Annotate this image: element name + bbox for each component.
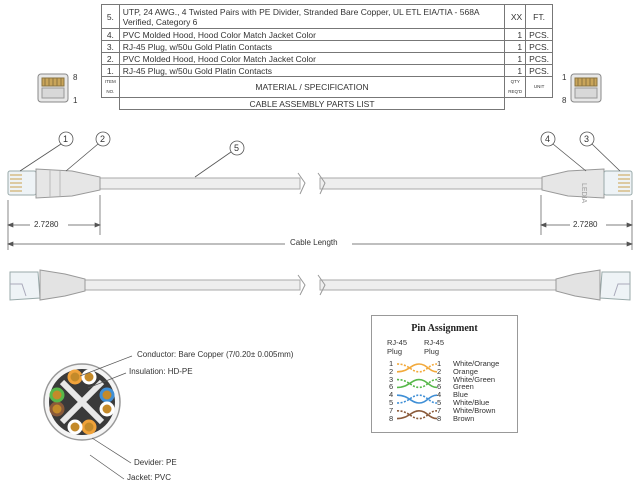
- table-header-row: [102, 77, 553, 98]
- unit-cell: PCS.: [526, 53, 553, 65]
- pin-number-right: 7: [437, 405, 442, 415]
- table-row: [102, 65, 553, 77]
- callout-5: 5: [234, 143, 240, 153]
- unit-cell: PCS.: [526, 29, 553, 41]
- pin-assignment-title: Pin Assignment: [411, 323, 478, 334]
- qty-header: QTY REQ'D: [505, 77, 526, 98]
- plug-right-label: RJ-45 Plug: [424, 338, 445, 356]
- pin-label-1: 1: [73, 96, 78, 105]
- material-cell: PVC Molded Hood, Hood Color Match Jacket Color: [119, 53, 505, 65]
- wire-blue: [397, 395, 437, 403]
- qty-cell: 1: [505, 41, 526, 53]
- jacket-label: Jacket: PVC: [127, 473, 172, 482]
- wire-brown: [397, 411, 437, 419]
- cross-section-leaders: [0, 340, 380, 484]
- wire-orange: [397, 364, 437, 372]
- unit-cell: FT.: [526, 5, 553, 29]
- material-cell: PVC Molded Hood, Hood Color Match Jacket Color: [119, 29, 505, 41]
- wire-color-name: Green: [453, 382, 474, 392]
- pin-number-right: 6: [437, 382, 442, 392]
- pin-label-1: 1: [562, 73, 567, 82]
- table-row: [102, 29, 553, 41]
- table-title-row: [102, 98, 553, 110]
- item-no: 2.: [102, 53, 120, 65]
- qty-cell: 1: [505, 53, 526, 65]
- left-end-dimension: 2.7280: [34, 220, 59, 229]
- pin-number-right: 3: [437, 374, 442, 384]
- material-cell: RJ-45 Plug, w/50u Gold Platin Contacts: [119, 41, 505, 53]
- item-no: 3.: [102, 41, 120, 53]
- insulation-label: Insulation: HD-PE: [129, 367, 193, 376]
- wire-color-name: White/Green: [453, 374, 496, 384]
- item-no: 1.: [102, 65, 120, 77]
- pin-number-right: 8: [437, 413, 442, 423]
- wire-color-name: White/Orange: [453, 359, 500, 368]
- conductor-label: Conductor: Bare Copper (7/0.20± 0.005mm): [137, 350, 294, 359]
- unit-cell: PCS.: [526, 65, 553, 77]
- callout-3: 3: [584, 134, 590, 144]
- item-no: 4.: [102, 29, 120, 41]
- pin-number-left: 2: [389, 366, 394, 376]
- right-end-dimension: 2.7280: [573, 220, 598, 229]
- pin-number-left: 7: [389, 405, 394, 415]
- wire-color-name: White/Brown: [453, 405, 496, 415]
- material-cell: RJ-45 Plug, w/50u Gold Platin Contacts: [119, 65, 505, 77]
- pin-number-right: 1: [437, 359, 442, 368]
- item-no-header: ITEM NO.: [102, 77, 120, 98]
- wire-color-name: White/Blue: [453, 398, 490, 407]
- wire-color-name: Blue: [453, 390, 469, 400]
- wire-green: [397, 380, 437, 388]
- plug-left-label: RJ-45 Plug: [387, 338, 408, 356]
- hood-brand: LEDIA: [580, 183, 587, 204]
- table-row: [102, 5, 553, 29]
- pin-number-left: 3: [389, 374, 394, 384]
- right-connector-end-view: [560, 70, 606, 106]
- material-header: MATERIAL / SPECIFICATION: [119, 77, 505, 98]
- pin-number-right: 2: [437, 366, 442, 376]
- wire-color-name: Brown: [453, 413, 475, 423]
- pin-label-8: 8: [73, 73, 78, 82]
- pin-number-left: 1: [389, 359, 394, 368]
- pin-number-right: 5: [437, 398, 442, 407]
- divider-label: Devider: PE: [134, 458, 177, 467]
- unit-cell: PCS.: [526, 41, 553, 53]
- left-connector-end-view: [34, 70, 80, 106]
- wire-color-name: Orange: [453, 366, 479, 376]
- table-title: CABLE ASSEMBLY PARTS LIST: [119, 98, 505, 110]
- pin-number-left: 6: [389, 382, 394, 392]
- callout-4: 4: [545, 134, 551, 144]
- parts-list-table: [101, 4, 553, 110]
- qty-cell: 1: [505, 29, 526, 41]
- qty-cell: 1: [505, 65, 526, 77]
- table-row: [102, 41, 553, 53]
- pin-label-8: 8: [562, 96, 567, 105]
- table-row: [102, 53, 553, 65]
- cable-length-label: Cable Length: [290, 238, 338, 247]
- callout-1: 1: [63, 134, 69, 144]
- callout-2: 2: [100, 134, 106, 144]
- pin-number-left: 4: [389, 390, 394, 400]
- pin-number-right: 4: [437, 390, 442, 400]
- item-no: 5.: [102, 5, 120, 29]
- cable-side-view: [0, 266, 640, 310]
- pin-number-left: 8: [389, 413, 394, 423]
- qty-cell: XX: [505, 5, 526, 29]
- unit-header: UNIT: [526, 77, 553, 98]
- material-cell: UTP, 24 AWG., 4 Twisted Pairs with PE Divider, Stranded Bare Copper, UL ETL EIA/TIA - 568A Verified, Category 6: [119, 5, 505, 29]
- pin-number-left: 5: [389, 398, 394, 407]
